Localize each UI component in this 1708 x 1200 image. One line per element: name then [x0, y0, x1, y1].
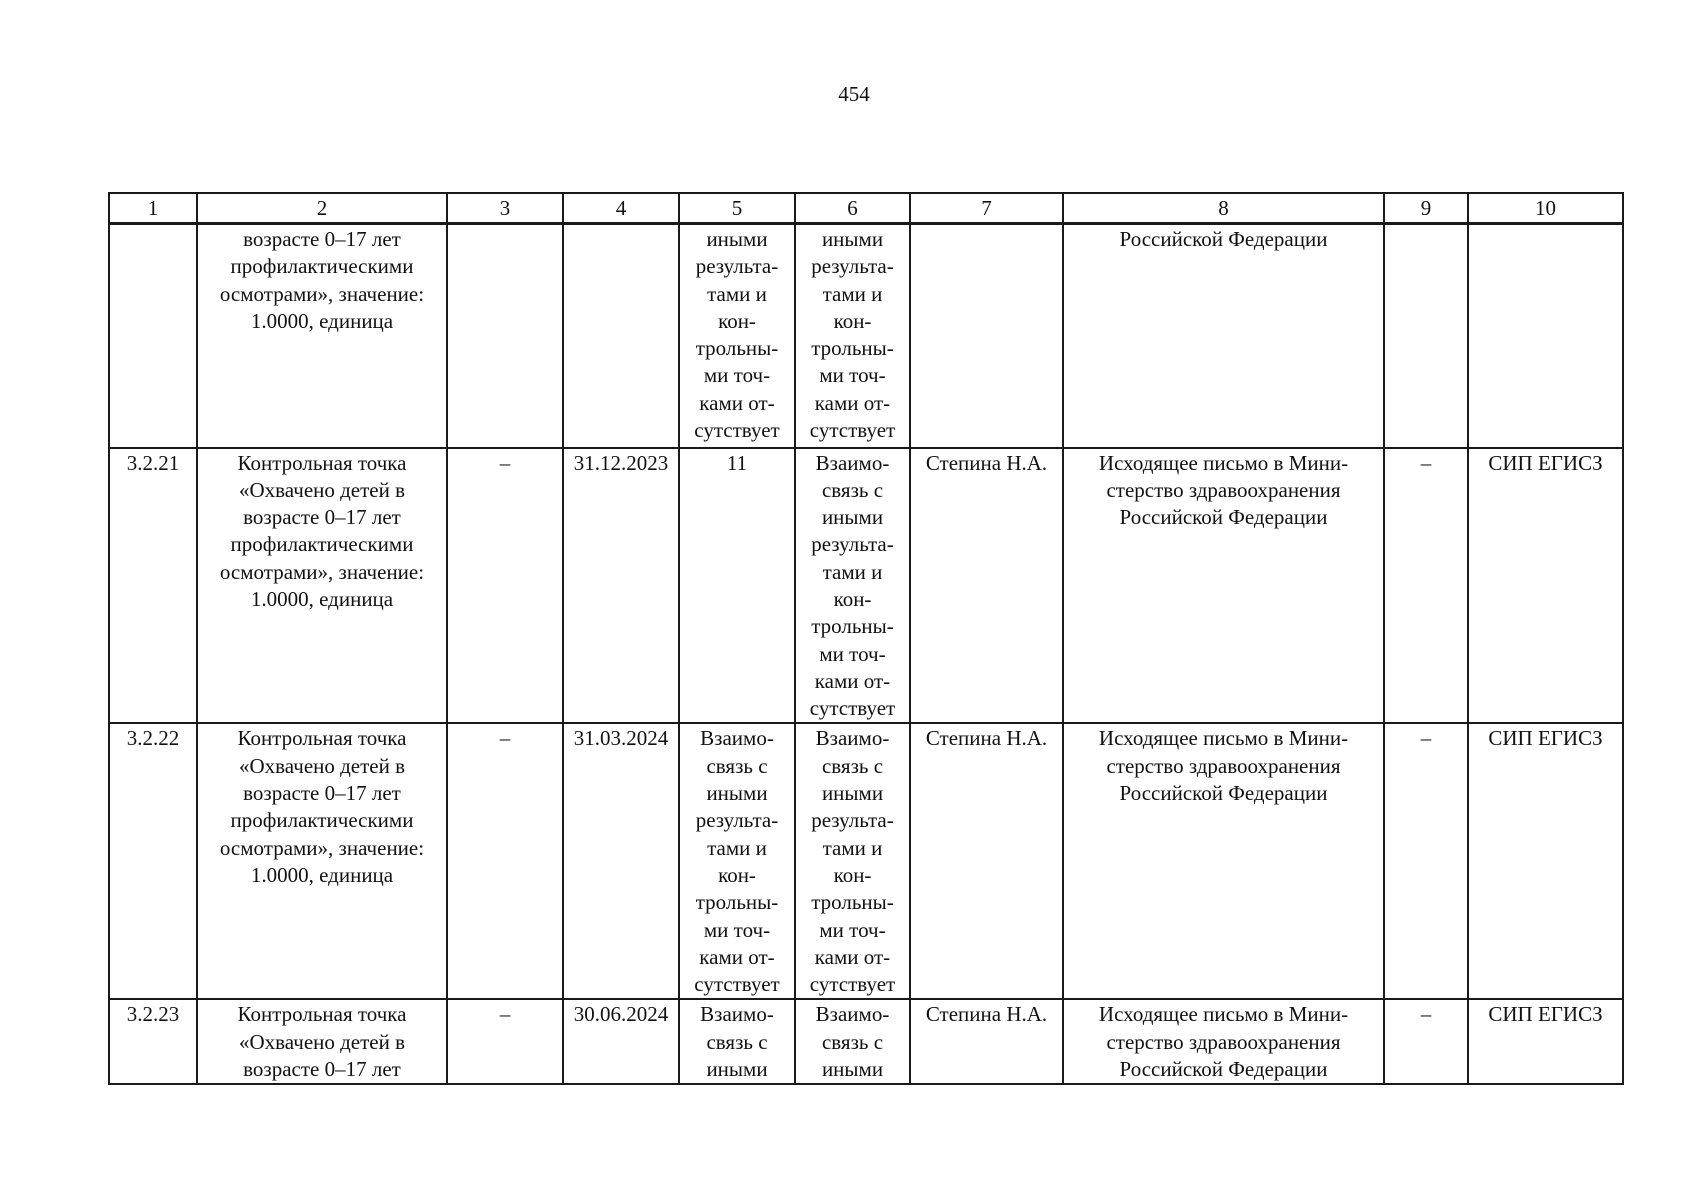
- column-6-cell: Взаимо- связь с иными: [795, 999, 910, 1084]
- document-table: [108, 192, 1624, 1085]
- table-header: [109, 193, 1623, 224]
- column-5-cell: 11: [679, 448, 795, 724]
- responsible-cell: [910, 224, 1063, 448]
- column-5-cell: иными результа- тами и кон- трольны- ми точ- ками от- сутствует: [679, 224, 795, 448]
- description-cell: Контрольная точка «Охвачено детей в возрасте 0–17 лет: [197, 999, 447, 1084]
- column-header: 8: [1063, 193, 1384, 224]
- table-row: [109, 999, 1623, 1084]
- system-cell: СИП ЕГИСЗ: [1468, 448, 1623, 724]
- row-number-cell: 3.2.21: [109, 448, 197, 724]
- column-9-cell: [1384, 224, 1468, 448]
- table-row: [109, 448, 1623, 724]
- page-number: 454: [838, 82, 870, 106]
- column-9-cell: –: [1384, 448, 1468, 724]
- responsible-cell: Степина Н.А.: [910, 999, 1063, 1084]
- column-header: 7: [910, 193, 1063, 224]
- column-6-cell: иными результа- тами и кон- трольны- ми точ- ками от- сутствует: [795, 224, 910, 448]
- responsible-cell: Степина Н.А.: [910, 723, 1063, 999]
- document-cell: Исходящее письмо в Мини- стерство здравоохранения Российской Федерации: [1063, 448, 1384, 724]
- column-5-cell: Взаимо- связь с иными результа- тами и кон- трольны- ми точ- ками от- сутствует: [679, 723, 795, 999]
- column-header: 10: [1468, 193, 1623, 224]
- date-cell: [563, 224, 679, 448]
- column-9-cell: –: [1384, 999, 1468, 1084]
- date-cell: 31.12.2023: [563, 448, 679, 724]
- column-header: 9: [1384, 193, 1468, 224]
- header-row: [109, 193, 1623, 224]
- document-cell: Исходящее письмо в Мини- стерство здравоохранения Российской Федерации: [1063, 723, 1384, 999]
- column-header: 6: [795, 193, 910, 224]
- table-body: [109, 224, 1623, 1085]
- column-header: 5: [679, 193, 795, 224]
- column-6-cell: Взаимо- связь с иными результа- тами и кон- трольны- ми точ- ками от- сутствует: [795, 723, 910, 999]
- description-cell: Контрольная точка «Охвачено детей в возрасте 0–17 лет профилактическими осмотрами», значение: 1.0000, единица: [197, 723, 447, 999]
- document-cell: Российской Федерации: [1063, 224, 1384, 448]
- date-cell: 31.03.2024: [563, 723, 679, 999]
- description-cell: возрасте 0–17 лет профилактическими осмотрами», значение: 1.0000, единица: [197, 224, 447, 448]
- table-row: [109, 723, 1623, 999]
- column-6-cell: Взаимо- связь с иными результа- тами и кон- трольны- ми точ- ками от- сутствует: [795, 448, 910, 724]
- column-3-cell: [447, 224, 563, 448]
- column-5-cell: Взаимо- связь с иными: [679, 999, 795, 1084]
- document-cell: Исходящее письмо в Мини- стерство здравоохранения Российской Федерации: [1063, 999, 1384, 1084]
- table-row: [109, 224, 1623, 448]
- column-3-cell: –: [447, 999, 563, 1084]
- column-3-cell: –: [447, 723, 563, 999]
- row-number-cell: 3.2.23: [109, 999, 197, 1084]
- date-cell: 30.06.2024: [563, 999, 679, 1084]
- column-header: 1: [109, 193, 197, 224]
- responsible-cell: Степина Н.А.: [910, 448, 1063, 724]
- row-number-cell: [109, 224, 197, 448]
- column-header: 2: [197, 193, 447, 224]
- system-cell: [1468, 224, 1623, 448]
- system-cell: СИП ЕГИСЗ: [1468, 999, 1623, 1084]
- column-header: 3: [447, 193, 563, 224]
- row-number-cell: 3.2.22: [109, 723, 197, 999]
- system-cell: СИП ЕГИСЗ: [1468, 723, 1623, 999]
- column-9-cell: –: [1384, 723, 1468, 999]
- column-header: 4: [563, 193, 679, 224]
- column-3-cell: –: [447, 448, 563, 724]
- description-cell: Контрольная точка «Охвачено детей в возрасте 0–17 лет профилактическими осмотрами», значение: 1.0000, единица: [197, 448, 447, 724]
